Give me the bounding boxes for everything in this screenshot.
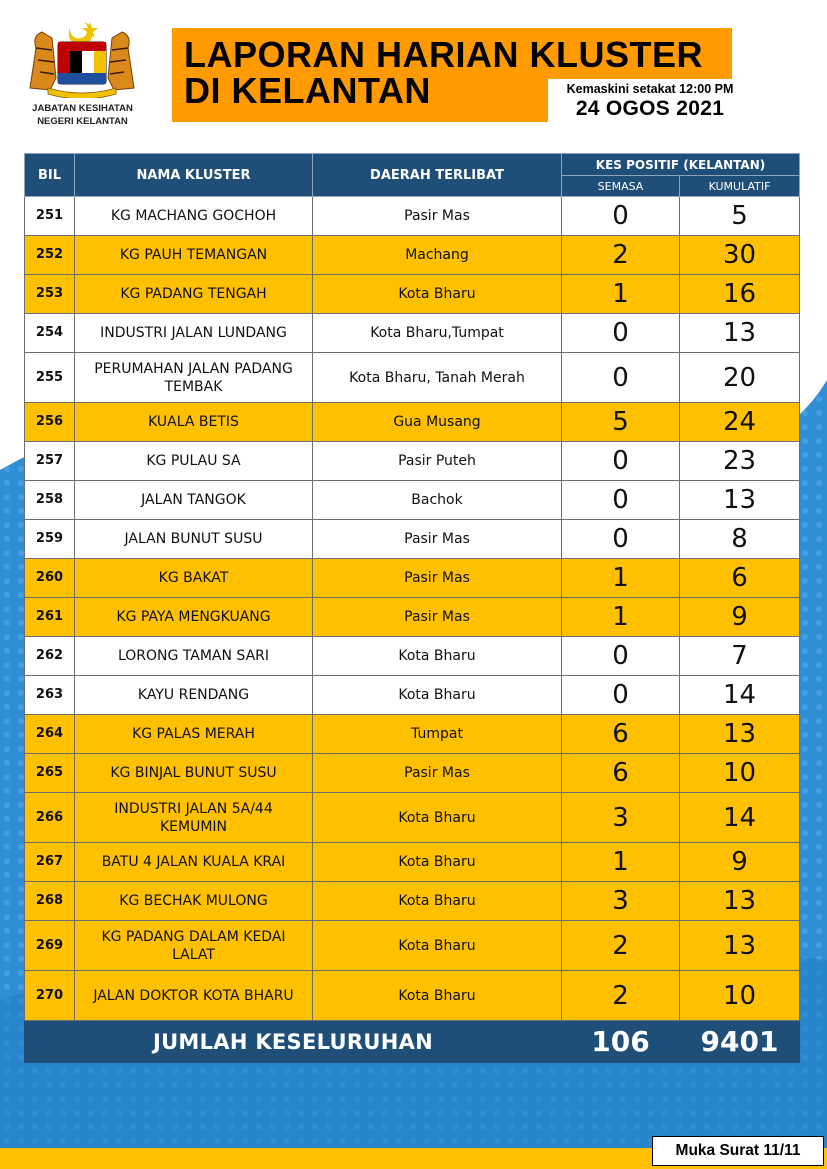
- row-bil: 270: [25, 971, 75, 1021]
- row-nama-kluster: KG MACHANG GOCHOH: [75, 197, 313, 236]
- row-nama-kluster: KG PAYA MENGKUANG: [75, 598, 313, 637]
- row-kumulatif: 13: [680, 481, 800, 520]
- report-title-line-1: LAPORAN HARIAN KLUSTER: [184, 34, 703, 75]
- row-semasa: 1: [562, 598, 680, 637]
- row-semasa: 1: [562, 843, 680, 882]
- header-kes-positif: KES POSITIF (KELANTAN): [562, 154, 800, 176]
- table-row: [25, 520, 800, 559]
- cluster-table: [24, 153, 800, 1063]
- table-row: [25, 442, 800, 481]
- row-nama-kluster: KG BECHAK MULONG: [75, 882, 313, 921]
- row-daerah: Pasir Mas: [313, 197, 562, 236]
- table-row: [25, 971, 800, 1021]
- row-nama-kluster: KG BINJAL BUNUT SUSU: [75, 754, 313, 793]
- row-nama-kluster: KG PULAU SA: [75, 442, 313, 481]
- total-label: JUMLAH KESELURUHAN: [25, 1021, 562, 1063]
- row-bil: 254: [25, 314, 75, 353]
- row-nama-kluster: LORONG TAMAN SARI: [75, 637, 313, 676]
- row-daerah: Machang: [313, 236, 562, 275]
- row-bil: 257: [25, 442, 75, 481]
- row-bil: 253: [25, 275, 75, 314]
- table-row: [25, 481, 800, 520]
- row-semasa: 2: [562, 236, 680, 275]
- row-kumulatif: 14: [680, 793, 800, 843]
- table-row: [25, 882, 800, 921]
- row-kumulatif: 9: [680, 598, 800, 637]
- row-nama-kluster: INDUSTRI JALAN 5A/44 KEMUMIN: [75, 793, 313, 843]
- row-nama-kluster: KG PALAS MERAH: [75, 715, 313, 754]
- row-daerah: Pasir Mas: [313, 520, 562, 559]
- row-nama-kluster: KG PADANG DALAM KEDAI LALAT: [75, 921, 313, 971]
- row-semasa: 0: [562, 353, 680, 403]
- row-semasa: 0: [562, 197, 680, 236]
- header-bil: BIL: [25, 154, 75, 197]
- row-bil: 256: [25, 403, 75, 442]
- header-semasa: SEMASA: [562, 176, 680, 197]
- table-row: [25, 793, 800, 843]
- agency-line-1: JABATAN KESIHATAN: [32, 103, 133, 114]
- row-kumulatif: 30: [680, 236, 800, 275]
- table-row: [25, 314, 800, 353]
- update-label: Kemaskini setakat 12:00 PM: [566, 82, 734, 96]
- row-daerah: Kota Bharu: [313, 793, 562, 843]
- row-semasa: 2: [562, 921, 680, 971]
- row-kumulatif: 13: [680, 715, 800, 754]
- table-row: [25, 637, 800, 676]
- row-kumulatif: 13: [680, 921, 800, 971]
- update-info: [548, 79, 752, 125]
- table-row: [25, 754, 800, 793]
- row-bil: 263: [25, 676, 75, 715]
- row-kumulatif: 5: [680, 197, 800, 236]
- table-row: [25, 403, 800, 442]
- row-daerah: Kota Bharu: [313, 971, 562, 1021]
- row-kumulatif: 6: [680, 559, 800, 598]
- total-kumulatif: 9401: [680, 1021, 800, 1063]
- row-bil: 255: [25, 353, 75, 403]
- row-daerah: Kota Bharu: [313, 637, 562, 676]
- row-kumulatif: 13: [680, 314, 800, 353]
- row-kumulatif: 8: [680, 520, 800, 559]
- row-nama-kluster: KAYU RENDANG: [75, 676, 313, 715]
- row-semasa: 6: [562, 715, 680, 754]
- row-semasa: 5: [562, 403, 680, 442]
- row-daerah: Kota Bharu: [313, 921, 562, 971]
- report-title-line-2: DI KELANTAN: [184, 70, 431, 111]
- row-semasa: 0: [562, 676, 680, 715]
- row-nama-kluster: JALAN BUNUT SUSU: [75, 520, 313, 559]
- table-row: [25, 275, 800, 314]
- row-daerah: Kota Bharu, Tanah Merah: [313, 353, 562, 403]
- total-row: [25, 1021, 800, 1063]
- row-semasa: 0: [562, 520, 680, 559]
- row-nama-kluster: PERUMAHAN JALAN PADANG TEMBAK: [75, 353, 313, 403]
- row-bil: 252: [25, 236, 75, 275]
- row-bil: 268: [25, 882, 75, 921]
- row-bil: 269: [25, 921, 75, 971]
- update-date: 24 OGOS 2021: [575, 97, 725, 120]
- row-semasa: 2: [562, 971, 680, 1021]
- row-daerah: Kota Bharu,Tumpat: [313, 314, 562, 353]
- row-kumulatif: 13: [680, 882, 800, 921]
- table-row: [25, 598, 800, 637]
- row-semasa: 0: [562, 637, 680, 676]
- row-nama-kluster: KUALA BETIS: [75, 403, 313, 442]
- row-daerah: Pasir Mas: [313, 598, 562, 637]
- row-nama-kluster: JALAN DOKTOR KOTA BHARU: [75, 971, 313, 1021]
- row-daerah: Kota Bharu: [313, 676, 562, 715]
- row-bil: 264: [25, 715, 75, 754]
- row-bil: 261: [25, 598, 75, 637]
- row-daerah: Pasir Puteh: [313, 442, 562, 481]
- row-semasa: 1: [562, 559, 680, 598]
- row-semasa: 1: [562, 275, 680, 314]
- row-semasa: 6: [562, 754, 680, 793]
- row-semasa: 0: [562, 481, 680, 520]
- row-nama-kluster: INDUSTRI JALAN LUNDANG: [75, 314, 313, 353]
- row-bil: 262: [25, 637, 75, 676]
- header-nama-kluster: NAMA KLUSTER: [75, 154, 313, 197]
- table-row: [25, 353, 800, 403]
- table-row: [25, 715, 800, 754]
- row-bil: 259: [25, 520, 75, 559]
- table-body: [25, 197, 800, 1063]
- row-kumulatif: 7: [680, 637, 800, 676]
- page-number: Muka Surat 11/11: [652, 1136, 824, 1166]
- row-semasa: 0: [562, 442, 680, 481]
- row-kumulatif: 20: [680, 353, 800, 403]
- agency-name: [10, 102, 155, 128]
- header-daerah-terlibat: DAERAH TERLIBAT: [313, 154, 562, 197]
- row-daerah: Pasir Mas: [313, 754, 562, 793]
- row-semasa: 0: [562, 314, 680, 353]
- row-kumulatif: 16: [680, 275, 800, 314]
- row-kumulatif: 24: [680, 403, 800, 442]
- row-daerah: Kota Bharu: [313, 275, 562, 314]
- row-kumulatif: 23: [680, 442, 800, 481]
- row-nama-kluster: KG PADANG TENGAH: [75, 275, 313, 314]
- row-bil: 260: [25, 559, 75, 598]
- row-bil: 258: [25, 481, 75, 520]
- table-row: [25, 921, 800, 971]
- row-daerah: Kota Bharu: [313, 882, 562, 921]
- row-bil: 265: [25, 754, 75, 793]
- table-row: [25, 843, 800, 882]
- row-kumulatif: 9: [680, 843, 800, 882]
- table-row: [25, 197, 800, 236]
- row-nama-kluster: KG BAKAT: [75, 559, 313, 598]
- row-daerah: Tumpat: [313, 715, 562, 754]
- header-kumulatif: KUMULATIF: [680, 176, 800, 197]
- row-bil: 267: [25, 843, 75, 882]
- table-row: [25, 676, 800, 715]
- row-semasa: 3: [562, 793, 680, 843]
- row-daerah: Bachok: [313, 481, 562, 520]
- row-kumulatif: 10: [680, 754, 800, 793]
- coat-of-arms-logo: [22, 18, 142, 98]
- total-semasa: 106: [562, 1021, 680, 1063]
- row-daerah: Gua Musang: [313, 403, 562, 442]
- row-bil: 251: [25, 197, 75, 236]
- row-nama-kluster: JALAN TANGOK: [75, 481, 313, 520]
- row-nama-kluster: BATU 4 JALAN KUALA KRAI: [75, 843, 313, 882]
- row-daerah: Pasir Mas: [313, 559, 562, 598]
- row-kumulatif: 10: [680, 971, 800, 1021]
- row-bil: 266: [25, 793, 75, 843]
- row-daerah: Kota Bharu: [313, 843, 562, 882]
- table-row: [25, 236, 800, 275]
- row-semasa: 3: [562, 882, 680, 921]
- row-kumulatif: 14: [680, 676, 800, 715]
- agency-line-2: NEGERI KELANTAN: [37, 116, 128, 127]
- table-row: [25, 559, 800, 598]
- row-nama-kluster: KG PAUH TEMANGAN: [75, 236, 313, 275]
